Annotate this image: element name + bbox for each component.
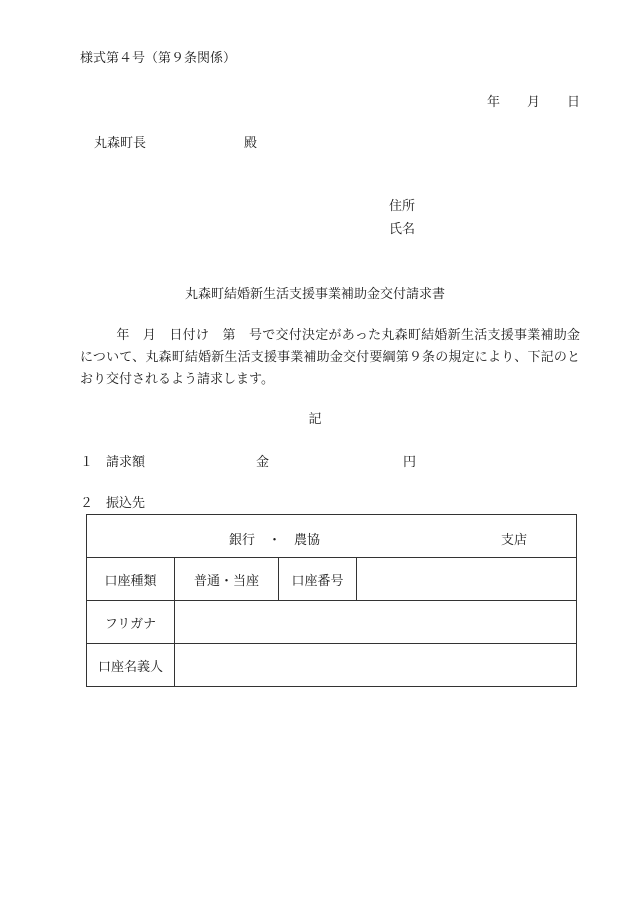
account-number-label: 口座番号 xyxy=(279,558,357,601)
branch-label: 支店 xyxy=(501,533,528,548)
date-month: 月 xyxy=(527,95,541,110)
document-title: 丸森町結婚新生活支援事業補助金交付請求書 xyxy=(184,287,445,302)
ki-heading: 記 xyxy=(308,412,322,427)
item1-yen: 円 xyxy=(403,455,417,470)
bank-label: 銀行 ・ 農協 xyxy=(229,533,321,548)
furigana-cell[interactable] xyxy=(175,601,577,644)
body-paragraph: 年 月 日付け 第 号で交付決定があった丸森町結婚新生活支援事業補助金について、丸森町結婚新生活支援事業補助金交付要綱第９条の規定により、下記のとおり交付されるよう請求します。 xyxy=(80,328,580,387)
date-line xyxy=(487,96,580,109)
bank-account-table xyxy=(86,514,577,687)
account-type-row xyxy=(87,558,577,601)
account-type-label: 口座種類 xyxy=(87,558,175,601)
address-label: 住所 xyxy=(389,199,416,214)
addressee xyxy=(94,137,257,150)
item2-number: ２ xyxy=(80,496,94,511)
account-holder-label: 口座名義人 xyxy=(87,644,175,687)
item1-kin: 金 xyxy=(256,455,270,470)
bank-row xyxy=(87,515,577,558)
date-year: 年 xyxy=(487,95,501,110)
addressee-honorific: 殿 xyxy=(244,136,258,151)
bank-name-cell[interactable] xyxy=(87,515,577,558)
name-label: 氏名 xyxy=(389,222,416,237)
account-holder-row xyxy=(87,644,577,687)
account-type-value[interactable]: 普通・当座 xyxy=(175,558,279,601)
item2-label: 振込先 xyxy=(106,496,146,511)
item1-number: １ xyxy=(80,455,94,470)
form-number: 様式第４号（第９条関係） xyxy=(80,51,237,66)
furigana-label: フリガナ xyxy=(87,601,175,644)
date-day: 日 xyxy=(567,95,581,110)
furigana-row xyxy=(87,601,577,644)
item-transfer-destination xyxy=(80,497,145,510)
account-number-cell[interactable] xyxy=(357,558,577,601)
item1-label: 請求額 xyxy=(106,455,146,470)
item-claim-amount xyxy=(80,455,417,470)
addressee-name: 丸森町長 xyxy=(94,136,147,151)
account-holder-cell[interactable] xyxy=(175,644,577,687)
